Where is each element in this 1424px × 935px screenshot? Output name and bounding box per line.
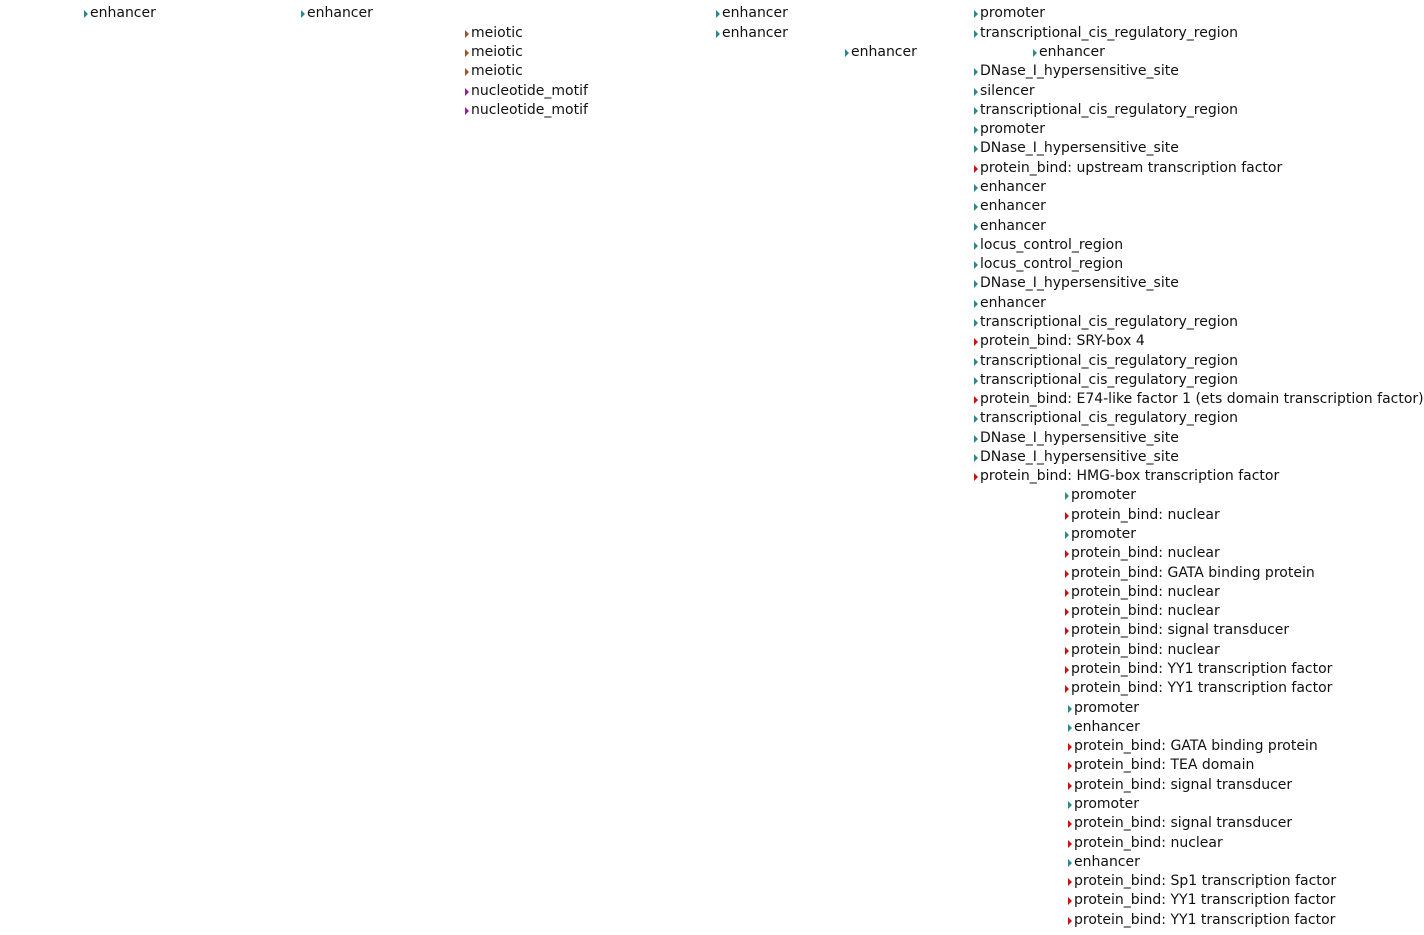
- feature-label: transcriptional_cis_regulatory_region: [980, 353, 1239, 369]
- strand-arrow-icon: [465, 88, 469, 96]
- feature-label: enhancer: [722, 5, 788, 21]
- strand-arrow-icon: [974, 377, 978, 385]
- strand-arrow-icon: [1065, 647, 1069, 655]
- feature-item-regulatory[interactable]: [974, 409, 1238, 428]
- feature-label: enhancer: [1074, 854, 1140, 870]
- strand-arrow-icon: [974, 165, 978, 173]
- feature-label: protein_bind: SRY-box 4: [980, 333, 1145, 349]
- feature-label: enhancer: [1074, 719, 1140, 735]
- feature-item-regulatory[interactable]: [974, 255, 1123, 274]
- feature-label: enhancer: [307, 5, 373, 21]
- feature-label: protein_bind: nuclear: [1074, 835, 1223, 851]
- feature-item-regulatory[interactable]: [974, 4, 1045, 23]
- feature-item-protein-bind[interactable]: [1065, 583, 1220, 602]
- feature-item-regulatory[interactable]: [974, 236, 1123, 255]
- strand-arrow-icon: [974, 280, 978, 288]
- feature-item-regulatory[interactable]: [1033, 43, 1105, 62]
- feature-item-protein-bind[interactable]: [1068, 737, 1318, 756]
- feature-item-regulatory[interactable]: [974, 274, 1179, 293]
- strand-arrow-icon: [974, 338, 978, 346]
- feature-label: enhancer: [722, 25, 788, 41]
- feature-item-protein-bind[interactable]: [974, 467, 1279, 486]
- strand-arrow-icon: [974, 184, 978, 192]
- strand-arrow-icon: [1068, 917, 1072, 925]
- feature-label: protein_bind: HMG-box transcription factor: [980, 468, 1280, 484]
- feature-label: protein_bind: YY1 transcription factor: [1074, 912, 1336, 928]
- feature-label: promoter: [980, 121, 1045, 137]
- feature-label: enhancer: [851, 44, 917, 60]
- feature-item-regulatory[interactable]: [845, 43, 917, 62]
- feature-label: promoter: [1074, 796, 1139, 812]
- feature-label: protein_bind: signal transducer: [1074, 815, 1293, 831]
- feature-label: protein_bind: signal transducer: [1071, 622, 1290, 638]
- strand-arrow-icon: [974, 319, 978, 327]
- strand-arrow-icon: [845, 49, 849, 57]
- strand-arrow-icon: [974, 203, 978, 211]
- strand-arrow-icon: [1065, 608, 1069, 616]
- feature-item-protein-bind[interactable]: [1065, 602, 1220, 621]
- feature-label: protein_bind: nuclear: [1071, 642, 1220, 658]
- feature-label: enhancer: [980, 295, 1046, 311]
- feature-label: protein_bind: TEA domain: [1074, 757, 1255, 773]
- feature-label: DNase_I_hypersensitive_site: [980, 449, 1179, 465]
- strand-arrow-icon: [1068, 840, 1072, 848]
- feature-item-regulatory[interactable]: [1068, 718, 1140, 737]
- feature-item-regulatory[interactable]: [974, 139, 1179, 158]
- strand-arrow-icon: [974, 126, 978, 134]
- feature-item-protein-bind[interactable]: [1068, 911, 1335, 930]
- strand-arrow-icon: [301, 10, 305, 18]
- feature-item-protein-bind[interactable]: [1065, 621, 1289, 640]
- feature-item-protein-bind[interactable]: [1065, 506, 1220, 525]
- feature-item-protein-bind[interactable]: [974, 332, 1145, 351]
- feature-item-protein-bind[interactable]: [1068, 814, 1292, 833]
- feature-label: DNase_I_hypersensitive_site: [980, 275, 1179, 291]
- strand-arrow-icon: [1068, 724, 1072, 732]
- strand-arrow-icon: [1068, 859, 1072, 867]
- feature-label: locus_control_region: [980, 256, 1124, 272]
- feature-label: enhancer: [980, 179, 1046, 195]
- feature-item-protein-bind[interactable]: [1068, 872, 1336, 891]
- feature-item-regulatory[interactable]: [974, 313, 1238, 332]
- feature-item-regulatory[interactable]: [1068, 699, 1139, 718]
- feature-label: enhancer: [980, 218, 1046, 234]
- strand-arrow-icon: [974, 242, 978, 250]
- strand-arrow-icon: [974, 435, 978, 443]
- feature-label: meiotic: [471, 63, 523, 79]
- strand-arrow-icon: [1068, 820, 1072, 828]
- feature-item-regulatory[interactable]: [974, 217, 1046, 236]
- strand-arrow-icon: [716, 10, 720, 18]
- strand-arrow-icon: [1033, 49, 1037, 57]
- strand-arrow-icon: [1065, 492, 1069, 500]
- feature-item-regulatory[interactable]: [974, 429, 1179, 448]
- strand-arrow-icon: [1065, 685, 1069, 693]
- feature-item-protein-bind[interactable]: [974, 390, 1424, 409]
- strand-arrow-icon: [974, 223, 978, 231]
- feature-item-regulatory[interactable]: [716, 4, 788, 23]
- strand-arrow-icon: [974, 358, 978, 366]
- feature-item-regulatory[interactable]: [974, 101, 1238, 120]
- feature-label: enhancer: [1039, 44, 1105, 60]
- feature-label: silencer: [980, 83, 1035, 99]
- feature-label: DNase_I_hypersensitive_site: [980, 430, 1179, 446]
- strand-arrow-icon: [465, 49, 469, 57]
- feature-item-regulatory[interactable]: [974, 178, 1046, 197]
- strand-arrow-icon: [974, 415, 978, 423]
- feature-label: protein_bind: GATA binding protein: [1071, 565, 1315, 581]
- feature-item-protein-bind[interactable]: [1068, 891, 1335, 910]
- strand-arrow-icon: [1065, 627, 1069, 635]
- feature-item-regulatory[interactable]: [84, 4, 156, 23]
- feature-label: promoter: [980, 5, 1045, 21]
- feature-label: protein_bind: signal transducer: [1074, 777, 1293, 793]
- strand-arrow-icon: [1068, 897, 1072, 905]
- feature-label: protein_bind: nuclear: [1071, 507, 1220, 523]
- feature-item-protein-bind[interactable]: [1068, 776, 1292, 795]
- strand-arrow-icon: [716, 30, 720, 38]
- feature-label: nucleotide_motif: [471, 83, 588, 99]
- strand-arrow-icon: [974, 107, 978, 115]
- strand-arrow-icon: [1068, 705, 1072, 713]
- feature-label: protein_bind: nuclear: [1071, 603, 1220, 619]
- feature-item-protein-bind[interactable]: [974, 159, 1282, 178]
- feature-item-nucleotide-motif[interactable]: [465, 101, 588, 120]
- feature-item-regulatory[interactable]: [716, 24, 788, 43]
- feature-label: protein_bind: Sp1 transcription factor: [1074, 873, 1337, 889]
- feature-item-meiotic[interactable]: [465, 43, 523, 62]
- feature-item-nucleotide-motif[interactable]: [465, 82, 588, 101]
- strand-arrow-icon: [974, 261, 978, 269]
- feature-label: transcriptional_cis_regulatory_region: [980, 410, 1239, 426]
- feature-item-regulatory[interactable]: [974, 371, 1238, 390]
- feature-item-protein-bind[interactable]: [1065, 679, 1332, 698]
- feature-label: protein_bind: upstream transcription factor: [980, 160, 1283, 176]
- strand-arrow-icon: [465, 107, 469, 115]
- feature-item-protein-bind[interactable]: [1065, 544, 1220, 563]
- strand-arrow-icon: [1065, 512, 1069, 520]
- feature-label: transcriptional_cis_regulatory_region: [980, 372, 1239, 388]
- feature-label: protein_bind: YY1 transcription factor: [1071, 661, 1333, 677]
- strand-arrow-icon: [84, 10, 88, 18]
- feature-item-protein-bind[interactable]: [1065, 564, 1315, 583]
- feature-item-protein-bind[interactable]: [1065, 641, 1220, 660]
- feature-item-protein-bind[interactable]: [1065, 660, 1332, 679]
- feature-label: meiotic: [471, 44, 523, 60]
- strand-arrow-icon: [1065, 531, 1069, 539]
- feature-item-regulatory[interactable]: [1068, 795, 1139, 814]
- strand-arrow-icon: [1065, 589, 1069, 597]
- strand-arrow-icon: [1068, 878, 1072, 886]
- feature-label: nucleotide_motif: [471, 102, 588, 118]
- feature-label: DNase_I_hypersensitive_site: [980, 140, 1179, 156]
- feature-item-regulatory[interactable]: [974, 62, 1179, 81]
- feature-item-regulatory[interactable]: [974, 82, 1035, 101]
- strand-arrow-icon: [974, 396, 978, 404]
- feature-label: protein_bind: E74-like factor 1 (ets domain transcription factor): [980, 391, 1424, 407]
- feature-item-regulatory[interactable]: [974, 120, 1045, 139]
- strand-arrow-icon: [974, 68, 978, 76]
- strand-arrow-icon: [974, 454, 978, 462]
- strand-arrow-icon: [1065, 666, 1069, 674]
- strand-arrow-icon: [1068, 782, 1072, 790]
- feature-item-regulatory[interactable]: [974, 294, 1046, 313]
- feature-label: protein_bind: GATA binding protein: [1074, 738, 1318, 754]
- feature-label: transcriptional_cis_regulatory_region: [980, 25, 1239, 41]
- strand-arrow-icon: [1065, 570, 1069, 578]
- feature-label: meiotic: [471, 25, 523, 41]
- strand-arrow-icon: [1068, 801, 1072, 809]
- feature-item-regulatory[interactable]: [1068, 853, 1140, 872]
- feature-item-regulatory[interactable]: [974, 197, 1046, 216]
- feature-label: enhancer: [90, 5, 156, 21]
- strand-arrow-icon: [1068, 743, 1072, 751]
- strand-arrow-icon: [1068, 762, 1072, 770]
- feature-item-meiotic[interactable]: [465, 24, 523, 43]
- feature-item-protein-bind[interactable]: [1068, 834, 1223, 853]
- feature-label: transcriptional_cis_regulatory_region: [980, 314, 1239, 330]
- feature-label: promoter: [1074, 700, 1139, 716]
- strand-arrow-icon: [974, 145, 978, 153]
- feature-item-protein-bind[interactable]: [1068, 756, 1254, 775]
- feature-item-regulatory[interactable]: [974, 24, 1238, 43]
- feature-label: promoter: [1071, 526, 1136, 542]
- feature-label: locus_control_region: [980, 237, 1124, 253]
- strand-arrow-icon: [465, 30, 469, 38]
- feature-label: protein_bind: YY1 transcription factor: [1071, 680, 1333, 696]
- strand-arrow-icon: [974, 88, 978, 96]
- feature-item-regulatory[interactable]: [1065, 525, 1136, 544]
- feature-label: promoter: [1071, 487, 1136, 503]
- strand-arrow-icon: [974, 30, 978, 38]
- feature-label: protein_bind: YY1 transcription factor: [1074, 892, 1336, 908]
- strand-arrow-icon: [465, 68, 469, 76]
- strand-arrow-icon: [974, 473, 978, 481]
- feature-label: protein_bind: nuclear: [1071, 545, 1220, 561]
- feature-item-regulatory[interactable]: [974, 448, 1179, 467]
- strand-arrow-icon: [974, 300, 978, 308]
- feature-item-meiotic[interactable]: [465, 62, 523, 81]
- feature-item-regulatory[interactable]: [301, 4, 373, 23]
- strand-arrow-icon: [974, 10, 978, 18]
- feature-item-regulatory[interactable]: [1065, 486, 1136, 505]
- feature-item-regulatory[interactable]: [974, 352, 1238, 371]
- feature-label: protein_bind: nuclear: [1071, 584, 1220, 600]
- feature-label: transcriptional_cis_regulatory_region: [980, 102, 1239, 118]
- feature-label: enhancer: [980, 198, 1046, 214]
- feature-label: DNase_I_hypersensitive_site: [980, 63, 1179, 79]
- strand-arrow-icon: [1065, 550, 1069, 558]
